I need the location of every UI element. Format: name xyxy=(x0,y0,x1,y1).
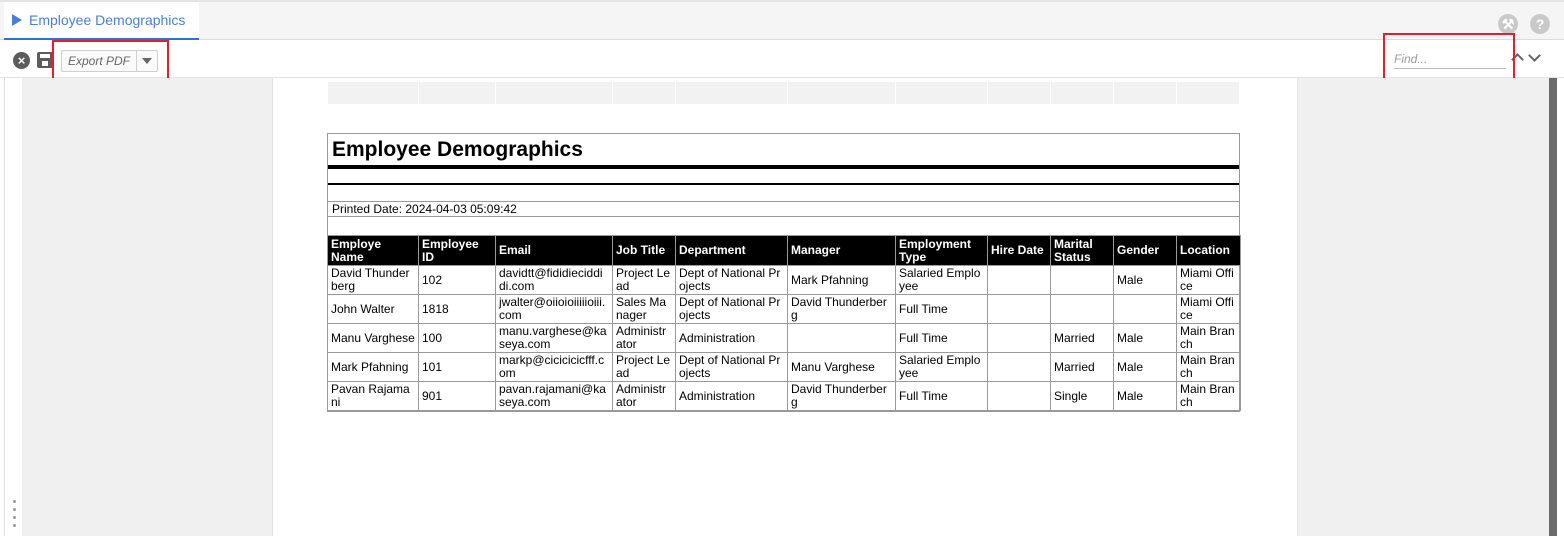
help-icon[interactable]: ? xyxy=(1530,14,1550,34)
play-icon xyxy=(12,14,22,26)
report-toolbar xyxy=(0,40,1564,78)
resize-grip-dot[interactable] xyxy=(13,524,16,527)
close-icon[interactable]: × xyxy=(13,52,30,69)
table-cell: Miami Office xyxy=(1177,295,1241,324)
export-pdf-button[interactable]: Export PDF xyxy=(62,51,137,71)
column-header: Employee ID xyxy=(419,236,496,266)
table-cell: Married xyxy=(1051,324,1114,353)
table-cell: Mark Pfahning xyxy=(788,266,896,295)
table-cell: Administrator xyxy=(613,324,676,353)
vertical-scrollbar[interactable] xyxy=(1549,78,1557,536)
table-cell: jwalter@oiioioiiiiioiii.com xyxy=(496,295,613,324)
table-cell: Administration xyxy=(676,324,788,353)
table-cell: Dept of National Projects xyxy=(676,266,788,295)
spacer-row xyxy=(328,169,1239,185)
table-cell: Male xyxy=(1114,382,1177,411)
spacer-row xyxy=(328,217,1239,235)
printed-date: Printed Date: 2024-04-03 05:09:42 xyxy=(328,202,1239,217)
table-cell: David Thunderberg xyxy=(788,382,896,411)
table-cell: markp@cicicicicfff.com xyxy=(496,353,613,382)
table-cell: pavan.rajamani@kaseya.com xyxy=(496,382,613,411)
report-body xyxy=(327,133,1240,412)
column-header: Employment Type xyxy=(896,236,988,266)
table-cell: Male xyxy=(1114,353,1177,382)
table-cell: 101 xyxy=(419,353,496,382)
table-row xyxy=(328,266,1241,295)
table-cell: 901 xyxy=(419,382,496,411)
column-header: Email xyxy=(496,236,613,266)
table-cell xyxy=(988,266,1051,295)
table-cell: davidtt@fididieciddidi.com xyxy=(496,266,613,295)
report-page xyxy=(272,78,1298,536)
save-icon[interactable] xyxy=(37,52,53,68)
table-cell xyxy=(988,382,1051,411)
tab-employee-demographics[interactable] xyxy=(4,2,199,40)
table-cell: Male xyxy=(1114,324,1177,353)
table-cell: Administration xyxy=(676,382,788,411)
table-cell: Dept of National Projects xyxy=(676,295,788,324)
table-row xyxy=(328,295,1241,324)
table-row xyxy=(328,382,1241,411)
table-cell: Dept of National Projects xyxy=(676,353,788,382)
employee-table xyxy=(327,235,1241,411)
table-cell: Salaried Employee xyxy=(896,353,988,382)
table-cell: Main Branch xyxy=(1177,353,1241,382)
table-cell: David Thunderberg xyxy=(788,295,896,324)
column-header: Manager xyxy=(788,236,896,266)
column-header: Location xyxy=(1177,236,1241,266)
table-cell: Sales Manager xyxy=(613,295,676,324)
table-cell: David Thunderberg xyxy=(328,266,419,295)
spacer-row xyxy=(328,185,1239,202)
table-header-row xyxy=(328,236,1241,266)
table-cell: 1818 xyxy=(419,295,496,324)
table-cell: Pavan Rajamani xyxy=(328,382,419,411)
header-band xyxy=(328,82,1240,104)
wrench-icon[interactable]: ⚒ xyxy=(1498,14,1518,34)
table-cell: Manu Varghese xyxy=(788,353,896,382)
table-cell: Miami Office xyxy=(1177,266,1241,295)
table-cell xyxy=(1051,295,1114,324)
table-cell xyxy=(988,295,1051,324)
column-header: Hire Date xyxy=(988,236,1051,266)
table-cell: Married xyxy=(1051,353,1114,382)
report-title: Employee Demographics xyxy=(332,138,583,161)
column-header: Marital Status xyxy=(1051,236,1114,266)
table-cell xyxy=(1051,266,1114,295)
tab-bar xyxy=(0,2,1564,40)
table-cell: Full Time xyxy=(896,295,988,324)
table-cell: Full Time xyxy=(896,324,988,353)
table-cell: Project Lead xyxy=(613,353,676,382)
resize-grip-dot[interactable] xyxy=(13,508,16,511)
table-cell: 102 xyxy=(419,266,496,295)
table-cell: John Walter xyxy=(328,295,419,324)
table-cell: Main Branch xyxy=(1177,382,1241,411)
table-cell: Administrator xyxy=(613,382,676,411)
table-cell: manu.varghese@kaseya.com xyxy=(496,324,613,353)
table-cell xyxy=(988,353,1051,382)
table-cell: Full Time xyxy=(896,382,988,411)
table-cell: Mark Pfahning xyxy=(328,353,419,382)
table-row xyxy=(328,324,1241,353)
resize-grip-dot[interactable] xyxy=(13,516,16,519)
tab-label: Employee Demographics xyxy=(29,12,186,28)
table-cell: Manu Varghese xyxy=(328,324,419,353)
table-cell xyxy=(988,324,1051,353)
table-cell xyxy=(1114,295,1177,324)
resize-grip-dot[interactable] xyxy=(13,500,16,503)
table-cell: Salaried Employee xyxy=(896,266,988,295)
table-cell: 100 xyxy=(419,324,496,353)
column-header: Employe Name xyxy=(328,236,419,266)
find-next-icon[interactable] xyxy=(1528,49,1541,62)
table-cell: Male xyxy=(1114,266,1177,295)
column-header: Department xyxy=(676,236,788,266)
table-cell: Main Branch xyxy=(1177,324,1241,353)
table-cell: Single xyxy=(1051,382,1114,411)
table-cell: Project Lead xyxy=(613,266,676,295)
column-header: Gender xyxy=(1114,236,1177,266)
table-row xyxy=(328,353,1241,382)
table-cell xyxy=(788,324,896,353)
left-gutter xyxy=(4,78,22,536)
column-header: Job Title xyxy=(613,236,676,266)
